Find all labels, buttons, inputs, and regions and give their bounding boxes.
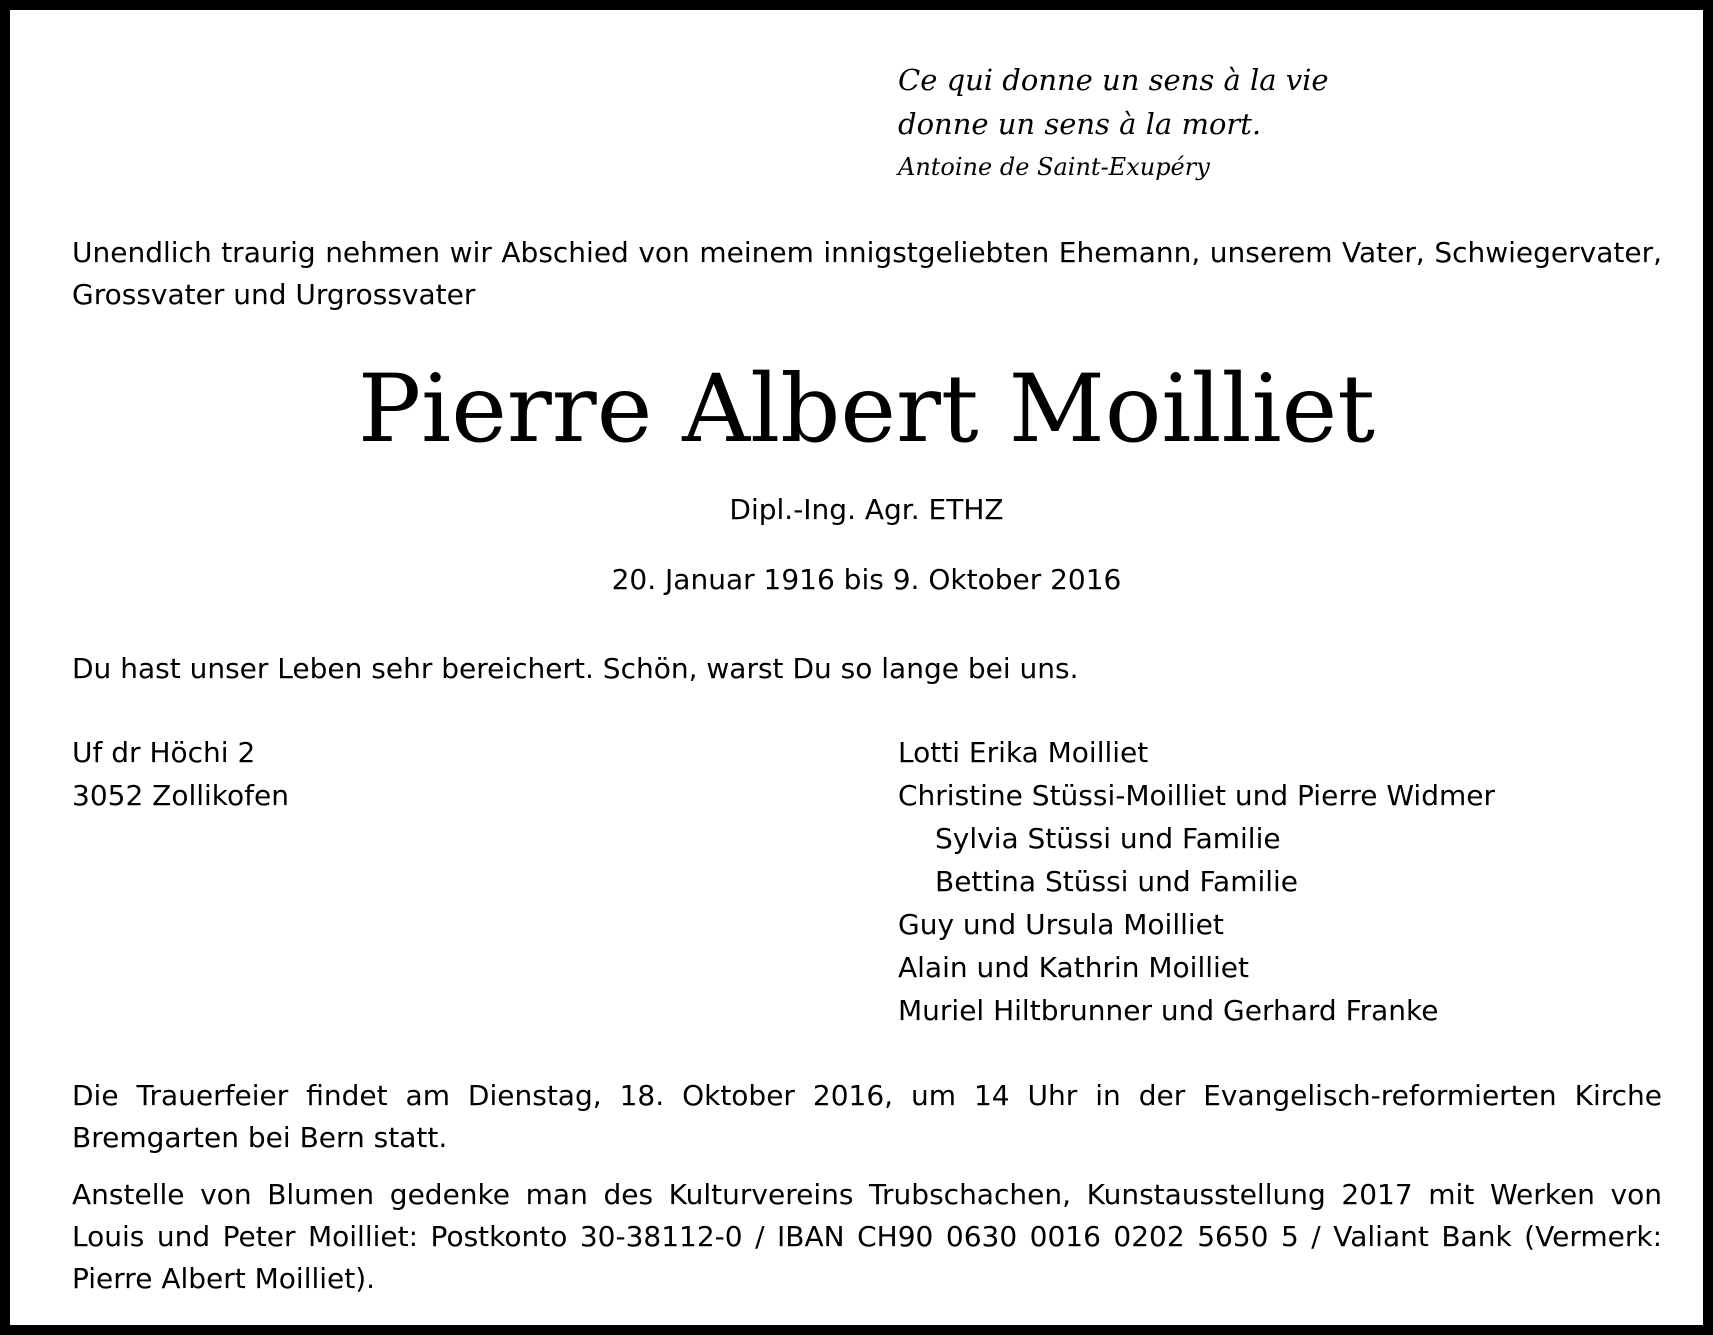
motto-author: Antoine de Saint-Exupéry bbox=[898, 153, 1210, 181]
deceased-name: Pierre Albert Moilliet bbox=[357, 355, 1376, 464]
family-address bbox=[72, 731, 289, 817]
mourner-entry: Alain und Kathrin Moilliet bbox=[898, 951, 1249, 984]
funeral-service-info: Die Trauerfeier findet am Dienstag, 18. Oktober 2016, um 14 Uhr in der Evangelisch-reformierten Kirche Bremgarten bei Bern statt. bbox=[72, 1079, 1662, 1154]
donation-info: Anstelle von Blumen gedenke man des Kulturvereins Trubschachen, Kunstausstellung 2017 mit Werken von Louis und Peter Moilliet: Postkonto 30-38112-0 / IBAN CH90 0630 0016 0202 5650 5 / Valiant Bank (Vermerk: Pierre Albert Moilliet). bbox=[72, 1178, 1662, 1295]
intro-text: Unendlich traurig nehmen wir Abschied von meinem innigstgeliebten Ehemann, unserem Vater, Schwiegervater, Grossvater und Urgrossvater bbox=[72, 236, 1662, 311]
mourner-entry-indented: Bettina Stüssi und Familie bbox=[935, 865, 1299, 898]
address-street: Uf dr Höchi 2 bbox=[72, 736, 256, 769]
epitaph: Du hast unser Leben sehr bereichert. Schön, warst Du so lange bei uns. bbox=[72, 652, 1079, 685]
mourners-list bbox=[898, 731, 1495, 1032]
mourner-entry: Christine Stüssi-Moilliet und Pierre Widmer bbox=[898, 779, 1495, 812]
life-dates: 20. Januar 1916 bis 9. Oktober 2016 bbox=[611, 563, 1122, 596]
mourner-entry: Muriel Hiltbrunner und Gerhard Franke bbox=[898, 994, 1439, 1027]
mourner-entry-indented: Sylvia Stüssi und Familie bbox=[935, 822, 1281, 855]
address-city: 3052 Zollikofen bbox=[72, 779, 289, 812]
mourner-entry: Guy und Ursula Moilliet bbox=[898, 908, 1224, 941]
motto-line-1: Ce qui donne un sens à la vie bbox=[898, 63, 1329, 97]
motto-line-2: donne un sens à la mort. bbox=[898, 107, 1262, 141]
deceased-title: Dipl.-Ing. Agr. ETHZ bbox=[729, 493, 1004, 526]
mourner-entry: Lotti Erika Moilliet bbox=[898, 736, 1149, 769]
motto-quote bbox=[898, 58, 1598, 184]
